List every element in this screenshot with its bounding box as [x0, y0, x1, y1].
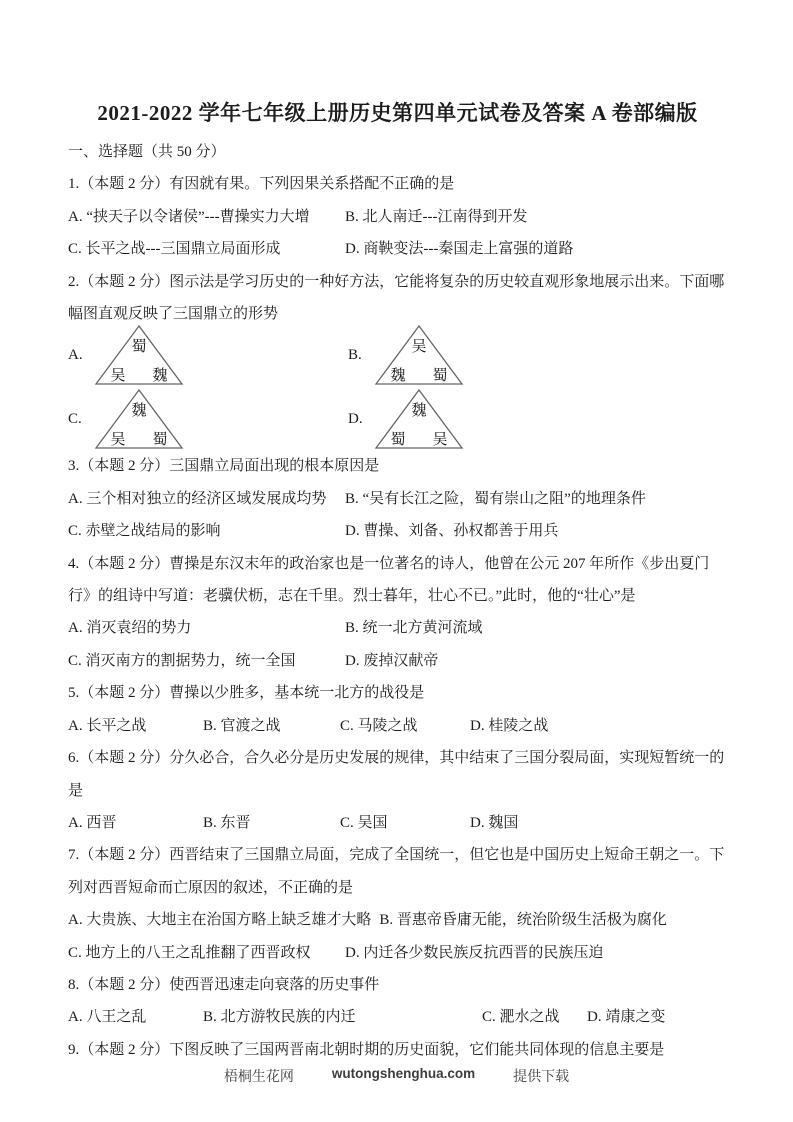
question-2 — [68, 266, 727, 451]
triangle-d-left-label: 蜀 — [390, 432, 406, 449]
question-3 — [68, 450, 727, 547]
question-7-options-row-1 — [68, 904, 727, 936]
option-d: D. 桂陵之战 — [470, 717, 549, 734]
option-b: B. 官渡之战 — [203, 717, 281, 734]
option-d: D. 靖康之变 — [587, 1009, 666, 1026]
option-a: A. 消灭袁绍的势力 — [68, 620, 192, 637]
triangle-diagram-c — [93, 388, 185, 450]
diagram-b-label: B. — [348, 346, 362, 363]
option-c: C. 地方上的八王之乱推翻了西晋政权 — [68, 944, 311, 961]
triangle-b-top-label: 吴 — [411, 339, 427, 356]
diagram-row-1 — [68, 324, 727, 386]
option-c: C. 马陵之战 — [340, 717, 418, 734]
option-a: A. “挟天子以令诸侯”---曹操实力大增 — [68, 208, 310, 225]
triangle-b-right-label: 蜀 — [432, 368, 448, 385]
option-c: C. 赤壁之战结局的影响 — [68, 523, 221, 540]
question-1 — [68, 168, 727, 265]
footer-download-text: 提供下载 — [513, 1070, 570, 1085]
diagram-c-label: C. — [68, 410, 82, 427]
option-a: A. 大贵族、大地主在治国方略上缺乏雄才大略 — [68, 912, 372, 929]
diagram-a-label: A. — [68, 346, 83, 363]
question-1-stem: 1.（本题 2 分）有因就有果。下列因果关系搭配不正确的是 — [68, 176, 455, 193]
question-5-stem: 5.（本题 2 分）曹操以少胜多，基本统一北方的战役是 — [68, 685, 425, 702]
option-b: B. 北方游牧民族的内迁 — [203, 1009, 356, 1026]
question-4-options-row-2 — [68, 645, 727, 677]
option-a: A. 三个相对独立的经济区域发展成均势 — [68, 490, 327, 507]
triangle-diagram-b — [373, 324, 465, 386]
triangle-diagram-d — [373, 388, 465, 450]
question-8-options-row — [68, 1001, 727, 1033]
triangle-d-top-label: 魏 — [411, 403, 427, 420]
triangle-a-left-label: 吴 — [110, 368, 126, 385]
question-7-stem: 7.（本题 2 分）西晋结束了三国鼎立局面，完成了全国统一，但它也是中国历史上短命王朝之一。下列对西晋短命而亡原因的叙述，不正确的是 — [68, 847, 725, 896]
question-9-stem: 9.（本题 2 分）下图反映了三国两晋南北朝时期的历史面貌，它们能共同体现的信息主要是 — [68, 1041, 665, 1058]
diagram-row-2 — [68, 388, 727, 450]
option-a: A. 西晋 — [68, 814, 117, 831]
option-d: D. 魏国 — [470, 814, 519, 831]
option-b: B. 晋惠帝昏庸无能，统治阶级生活极为腐化 — [379, 912, 667, 929]
footer-site-url: wutongshenghua.com — [331, 1066, 476, 1081]
question-5 — [68, 677, 727, 742]
page-footer — [0, 1066, 793, 1086]
triangle-c-top-label: 魏 — [131, 403, 147, 420]
option-c: C. 长平之战---三国鼎立局面形成 — [68, 241, 281, 258]
question-8-stem: 8.（本题 2 分）使西晋迅速走向衰落的历史事件 — [68, 976, 380, 993]
option-c: C. 淝水之战 — [482, 1009, 560, 1026]
option-c: C. 吴国 — [340, 814, 388, 831]
triangle-a-top-label: 蜀 — [131, 339, 147, 356]
question-4 — [68, 548, 727, 678]
question-3-options-row-1 — [68, 483, 727, 515]
option-a: A. 八王之乱 — [68, 1009, 147, 1026]
question-6-options-row — [68, 807, 727, 839]
page-title: 2021-2022 学年七年级上册历史第四单元试卷及答案 A 卷部编版 — [97, 101, 698, 125]
question-3-options-row-2 — [68, 515, 727, 547]
question-9 — [68, 1034, 727, 1066]
question-7 — [68, 839, 727, 969]
question-1-options-row-1 — [68, 201, 727, 233]
question-5-options-row — [68, 710, 727, 742]
question-6-stem: 6.（本题 2 分）分久必合，合久必分是历史发展的规律，其中结束了三国分裂局面，实现短暂统一的是 — [68, 750, 725, 799]
option-d: D. 废掉汉献帝 — [345, 652, 439, 669]
section-heading: 一、选择题（共 50 分） — [68, 144, 226, 160]
option-c: C. 消灭南方的割据势力，统一全国 — [68, 652, 296, 669]
option-b: B. 统一北方黄河流域 — [345, 620, 483, 637]
triangle-b-left-label: 魏 — [390, 368, 406, 385]
option-b: B. 北人南迁---江南得到开发 — [345, 208, 528, 225]
option-d: D. 曹操、刘备、孙权都善于用兵 — [345, 523, 559, 540]
three-kingdoms-diagrams — [68, 324, 727, 450]
question-6 — [68, 742, 727, 839]
question-1-options-row-2 — [68, 233, 727, 265]
question-3-stem: 3.（本题 2 分）三国鼎立局面出现的根本原因是 — [68, 458, 380, 475]
triangle-c-right-label: 蜀 — [152, 432, 168, 449]
option-d: D. 内迁各少数民族反抗西晋的民族压迫 — [345, 944, 604, 961]
triangle-diagram-a — [93, 324, 185, 386]
triangle-d-right-label: 吴 — [432, 432, 448, 449]
question-4-stem: 4.（本题 2 分）曹操是东汉末年的政治家也是一位著名的诗人，他曾在公元 207 年所作《步出夏门行》的组诗中写道：老骥伏枥，志在千里。烈士暮年，壮心不已。”此时，他的“壮心”是 — [68, 555, 710, 605]
option-d: D. 商鞅变法---秦国走上富强的道路 — [345, 241, 574, 258]
question-4-options-row-1 — [68, 612, 727, 644]
question-8 — [68, 969, 727, 1034]
option-a: A. 长平之战 — [68, 717, 147, 734]
triangle-c-left-label: 吴 — [110, 432, 126, 449]
option-b: B. “吴有长江之险，蜀有崇山之阻”的地理条件 — [345, 490, 646, 507]
question-2-stem: 2.（本题 2 分）图示法是学习历史的一种好方法，它能将复杂的历史较直观形象地展示出来。下面哪幅图直观反映了三国鼎立的形势 — [68, 273, 725, 323]
triangle-a-right-label: 魏 — [152, 368, 168, 385]
question-7-options-row-2 — [68, 937, 727, 969]
footer-site-name: 梧桐生花网 — [223, 1070, 294, 1085]
diagram-d-label: D. — [348, 410, 363, 427]
option-b: B. 东晋 — [203, 814, 251, 831]
